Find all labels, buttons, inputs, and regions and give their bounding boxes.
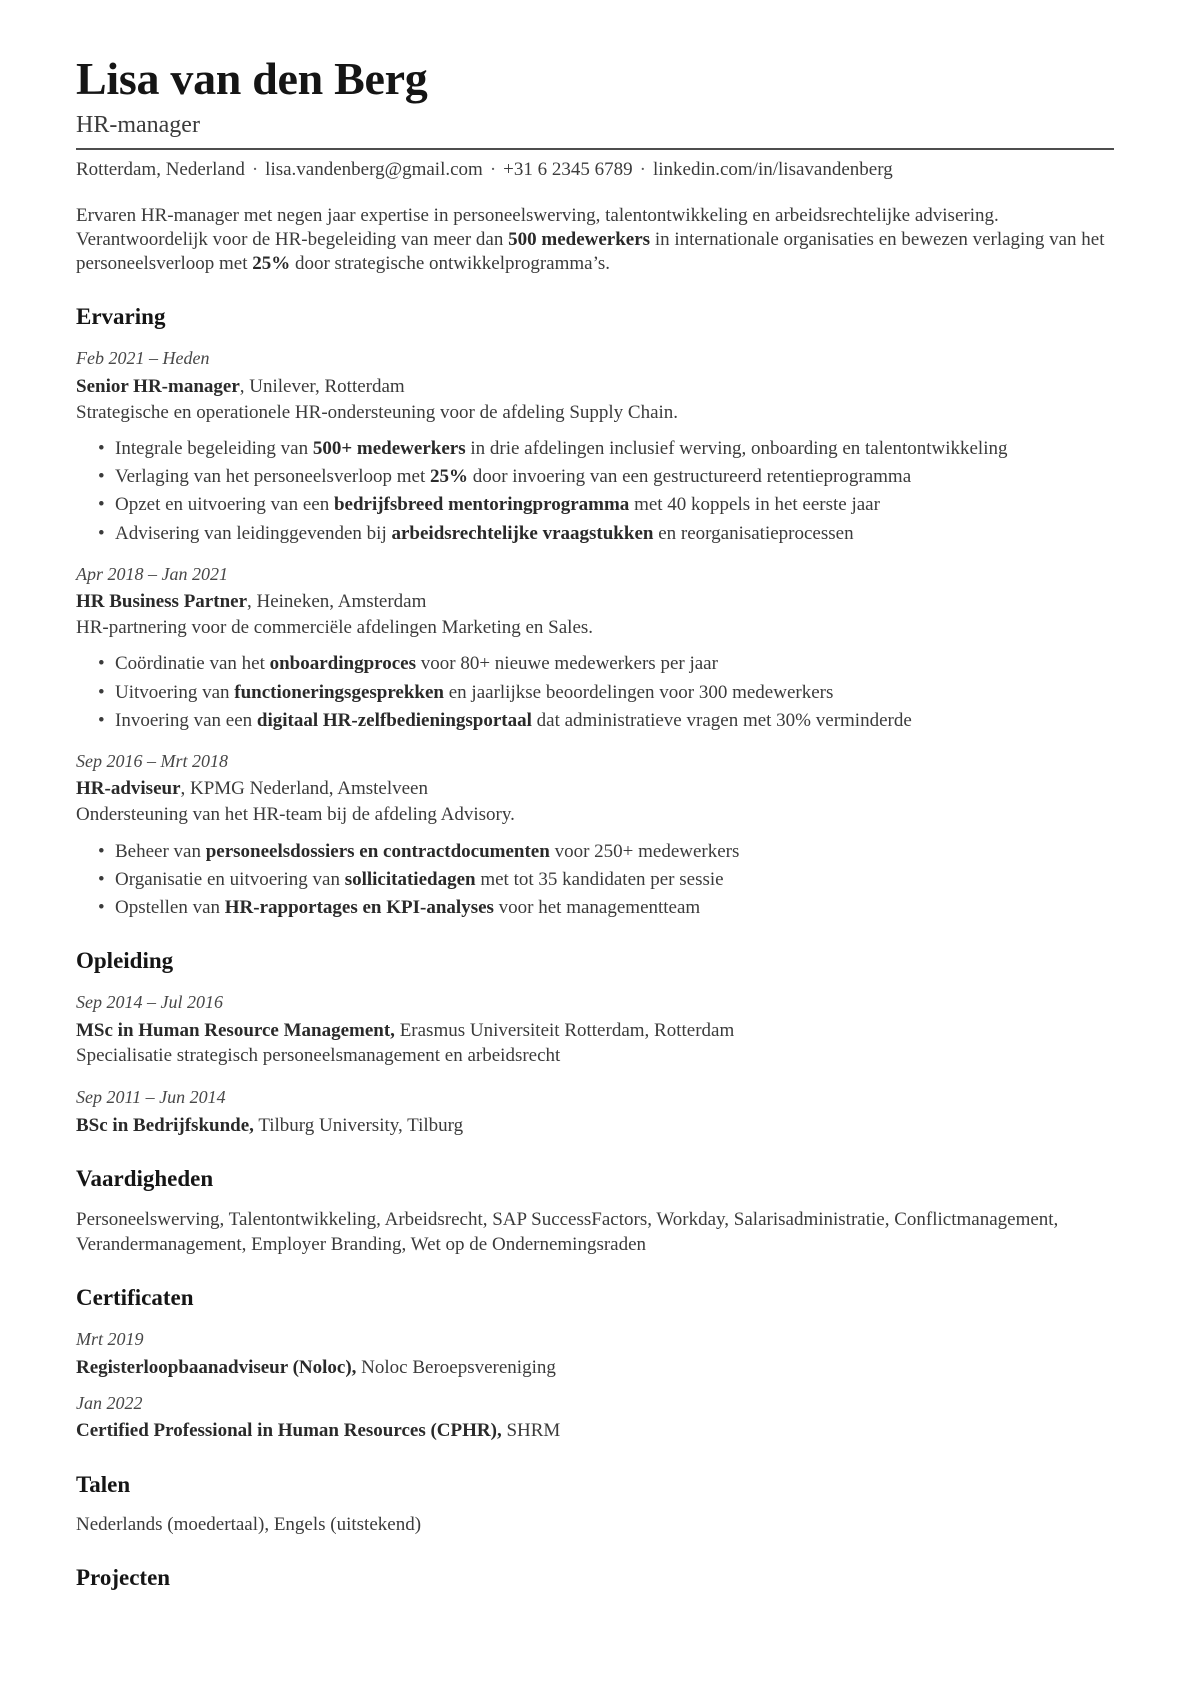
job-bullet: • Organisatie en uitvoering van sollicitatiedagen met tot 35 kandidaten per sessie (115, 867, 1114, 892)
section-heading-projecten: Projecten (76, 1565, 171, 1591)
job-bullet: • Beheer van personeelsdossiers en contractdocumenten voor 250+ medewerkers (115, 839, 1114, 864)
job-bullet: • Advisering van leidinggevenden bij arbeidsrechtelijke vraagstukken en reorganisatieprocessen (115, 521, 1114, 546)
job-description: HR-partnering voor de commerciële afdelingen Marketing en Sales. (76, 616, 594, 638)
education-date: Sep 2014 – Jul 2016 (76, 992, 223, 1013)
job-bullet: • Verlaging van het personeelsverloop met 25% door invoering van een gestructureerd retentieprogramma (115, 464, 1114, 489)
job-date: Apr 2018 – Jan 2021 (76, 563, 228, 584)
education-entry (76, 1086, 1114, 1138)
certificate-entry (76, 1392, 1114, 1444)
section-vaardigheden (76, 1166, 1114, 1257)
certificate-date: Jan 2022 (76, 1392, 143, 1413)
education-date: Sep 2011 – Jun 2014 (76, 1087, 226, 1108)
job-title: HR Business Partner, Heineken, Amsterdam (76, 591, 427, 613)
job-bullet: • Coördinatie van het onboardingproces voor 80+ nieuwe medewerkers per jaar (115, 651, 1114, 676)
job-title: Senior HR-manager, Unilever, Rotterdam (76, 375, 405, 397)
person-job-title: HR-manager (76, 111, 200, 138)
resume-header (76, 54, 1114, 183)
certificate-date: Mrt 2019 (76, 1329, 144, 1350)
section-heading-ervaring: Ervaring (76, 303, 166, 329)
certificate-title: Registerloopbaanadviseur (Noloc), Noloc Beroepsvereniging (76, 1356, 556, 1378)
job-date: Feb 2021 – Heden (76, 348, 210, 369)
job-bullet: • Integrale begeleiding van 500+ medewerkers in drie afdelingen inclusief werving, onboarding en talentontwikkeling (115, 436, 1114, 461)
certificate-title: Certified Professional in Human Resources (CPHR), SHRM (76, 1420, 561, 1442)
job-bullet: • Opstellen van HR-rapportages en KPI-analyses voor het managementteam (115, 895, 1114, 920)
contact-phone: +31 6 2345 6789 (503, 159, 633, 181)
job-bullet-list (76, 436, 1114, 545)
section-heading-opleiding: Opleiding (76, 947, 174, 973)
contact-location: Rotterdam, Nederland (76, 159, 245, 181)
certificate-entry (76, 1328, 1114, 1380)
section-heading-vaardigheden: Vaardigheden (76, 1166, 214, 1192)
job-description: Ondersteuning van het HR-team bij de afdeling Advisory. (76, 803, 515, 825)
section-opleiding (76, 948, 1114, 1139)
section-heading-talen: Talen (76, 1471, 131, 1497)
education-description: Specialisatie strategisch personeelsmanagement en arbeidsrecht (76, 1045, 561, 1067)
job-title: HR-adviseur, KPMG Nederland, Amstelveen (76, 778, 428, 800)
languages-list: Nederlands (moedertaal), Engels (uitstekend) (76, 1514, 422, 1536)
job-date: Sep 2016 – Mrt 2018 (76, 750, 228, 771)
job-entry (76, 347, 1114, 545)
contact-line (76, 158, 1114, 182)
job-bullet: • Opzet en uitvoering van een bedrijfsbreed mentoringprogramma met 40 koppels in het eerste jaar (115, 492, 1114, 517)
section-ervaring (76, 304, 1114, 920)
contact-email: lisa.vandenberg@gmail.com (265, 159, 483, 181)
section-talen (76, 1472, 1114, 1538)
header-divider (76, 148, 1114, 150)
education-degree: MSc in Human Resource Management, Erasmus Universiteit Rotterdam, Rotterdam (76, 1019, 735, 1041)
section-certificaten (76, 1285, 1114, 1444)
section-heading-certificaten: Certificaten (76, 1284, 194, 1310)
section-projecten (76, 1565, 1114, 1591)
skills-list: Personeelswerving, Talentontwikkeling, Arbeidsrecht, SAP SuccessFactors, Workday, Salarisadministratie, Conflictmanagement, Verandermanagement, Employer Branding, Wet op de Ondernemingsraden (76, 1208, 1059, 1255)
job-bullet: • Invoering van een digitaal HR-zelfbedieningsportaal dat administratieve vragen met 30% verminderde (115, 708, 1114, 733)
profile-summary: Ervaren HR-manager met negen jaar expertise in personeelswerving, talentontwikkeling en arbeidsrechtelijke advisering. Verantwoordelijk voor de HR-begeleiding van meer dan 500 medewerkers in internationale organisaties en bewezen verlaging van het personeelsverloop met 25% door strategische ontwikkelprogramma’s. (76, 204, 1105, 274)
dot-separator: · (251, 159, 259, 181)
job-description: Strategische en operationele HR-ondersteuning voor de afdeling Supply Chain. (76, 401, 679, 423)
dot-separator: · (639, 159, 646, 181)
person-name: Lisa van den Berg (76, 53, 428, 104)
dot-separator: · (489, 159, 497, 181)
contact-linkedin: linkedin.com/in/lisavandenberg (652, 159, 893, 181)
job-entry (76, 750, 1114, 920)
job-bullet: • Uitvoering van functioneringsgesprekken en jaarlijkse beoordelingen voor 300 medewerkers (115, 680, 1114, 705)
education-entry (76, 991, 1114, 1069)
job-entry (76, 563, 1114, 733)
job-bullet-list (76, 651, 1114, 732)
job-bullet-list (76, 839, 1114, 920)
education-degree: BSc in Bedrijfskunde, Tilburg University, Tilburg (76, 1114, 464, 1136)
